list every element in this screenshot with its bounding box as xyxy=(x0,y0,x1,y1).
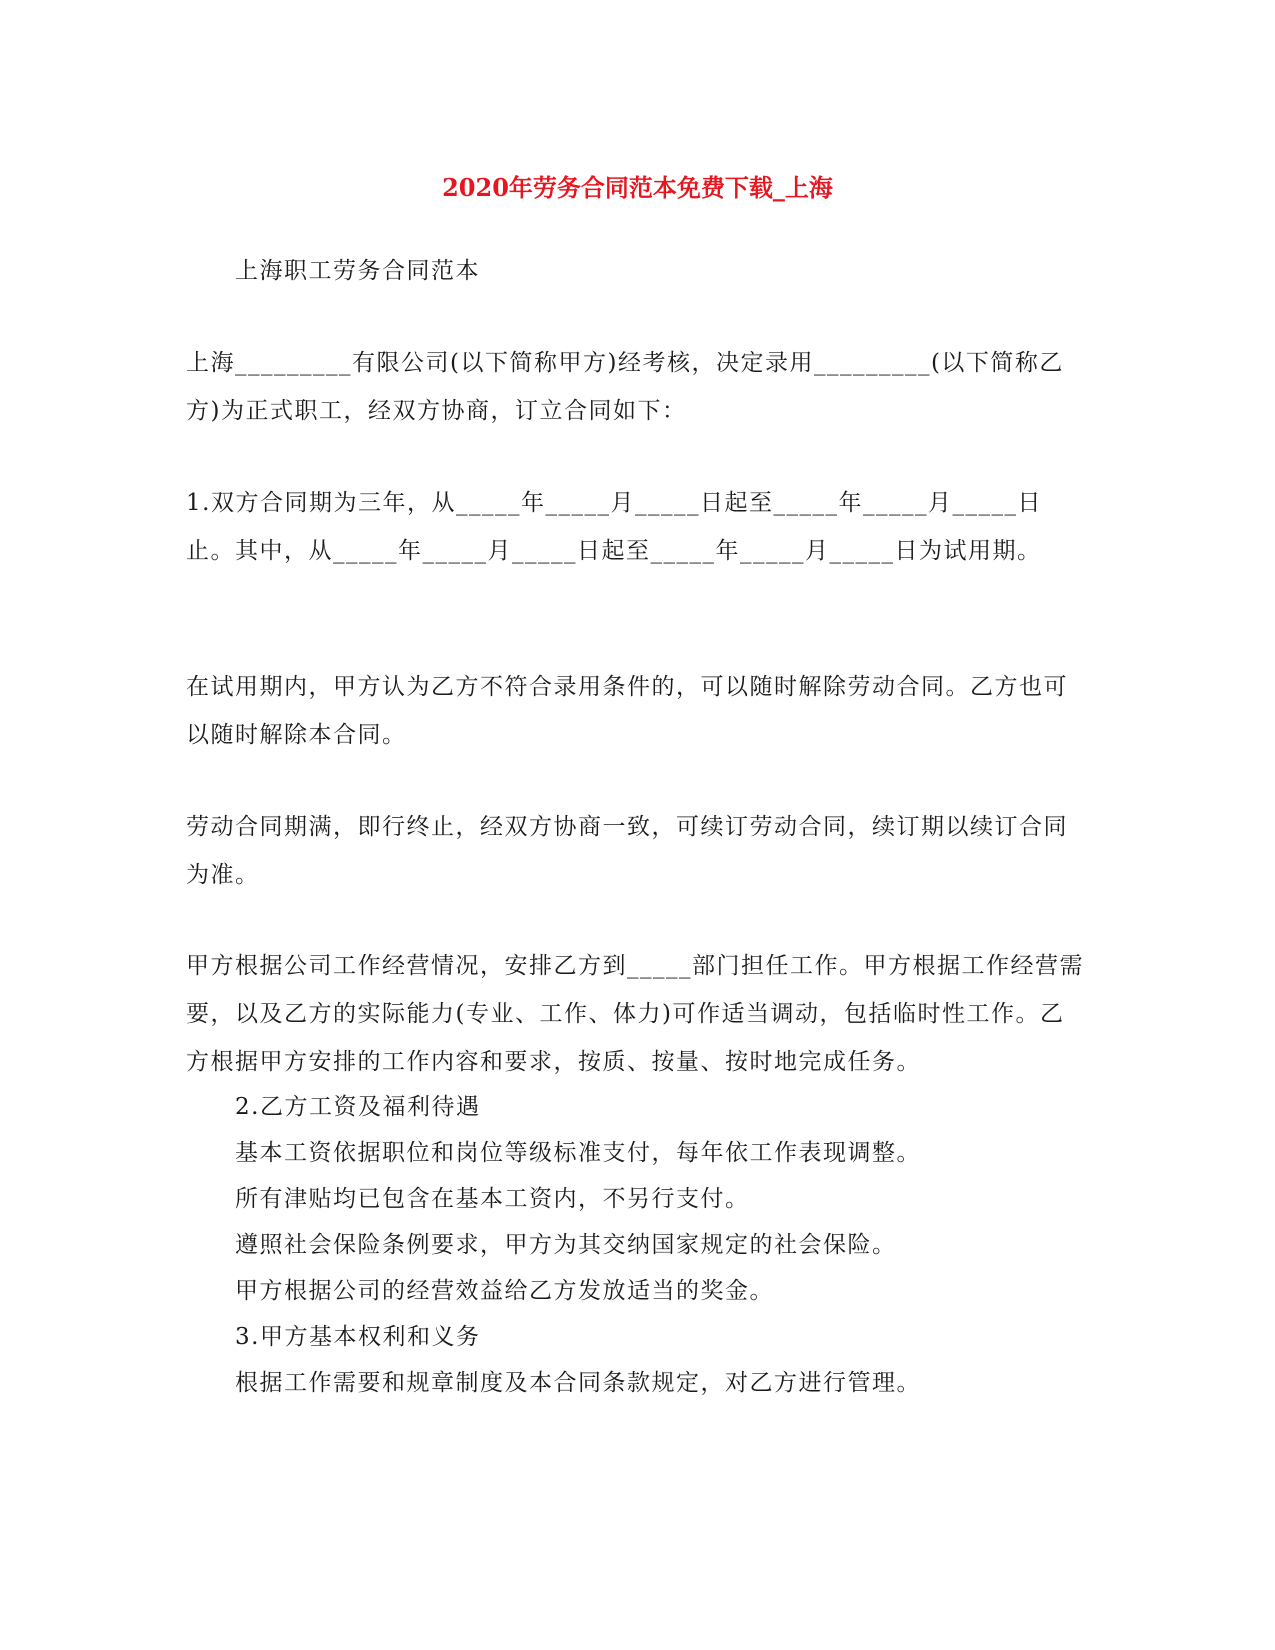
list-item: 基本工资依据职位和岗位等级标准支付，每年依工作表现调整。 xyxy=(235,1140,921,1166)
list-item: 甲方根据公司的经营效益给乙方发放适当的奖金。 xyxy=(235,1278,774,1304)
paragraph-probation: 在试用期内，甲方认为乙方不符合录用条件的，可以随时解除劳动合同。乙方也可以随时解除本合同。 xyxy=(186,674,1068,748)
list-item: 所有津贴均已包含在基本工资内，不另行支付。 xyxy=(235,1186,750,1212)
section-heading-2: 2.乙方工资及福利待遇 xyxy=(235,1094,481,1120)
paragraph-expiry: 劳动合同期满，即行终止，经双方协商一致，可续订劳动合同，续订期以续订合同为准。 xyxy=(186,814,1068,888)
paragraph-term: 1.双方合同期为三年，从_____年_____月_____日起至_____年_____月_____日止。其中，从_____年_____月_____日起至_____年_____月_____日为试用期。 xyxy=(186,490,1042,564)
paragraph-intro: 上海_________有限公司(以下简称甲方)经考核，决定录用_________(以下简称乙方)为正式职工，经双方协商，订立合同如下： xyxy=(186,350,1064,424)
document-title: 2020年劳务合同范本免费下载_上海 xyxy=(442,173,833,202)
list-item: 遵照社会保险条例要求，甲方为其交纳国家规定的社会保险。 xyxy=(235,1232,897,1258)
document-subtitle: 上海职工劳务合同范本 xyxy=(235,258,480,284)
section-heading-3: 3.甲方基本权利和义务 xyxy=(235,1324,481,1350)
paragraph-assignment: 甲方根据公司工作经营情况，安排乙方到_____部门担任工作。甲方根据工作经营需要，以及乙方的实际能力(专业、工作、体力)可作适当调动，包括临时性工作。乙方根据甲方安排的工作内容和要求，按质、按量、按时地完成任务。 xyxy=(186,953,1084,1075)
list-item: 根据工作需要和规章制度及本合同条款规定，对乙方进行管理。 xyxy=(235,1370,921,1396)
